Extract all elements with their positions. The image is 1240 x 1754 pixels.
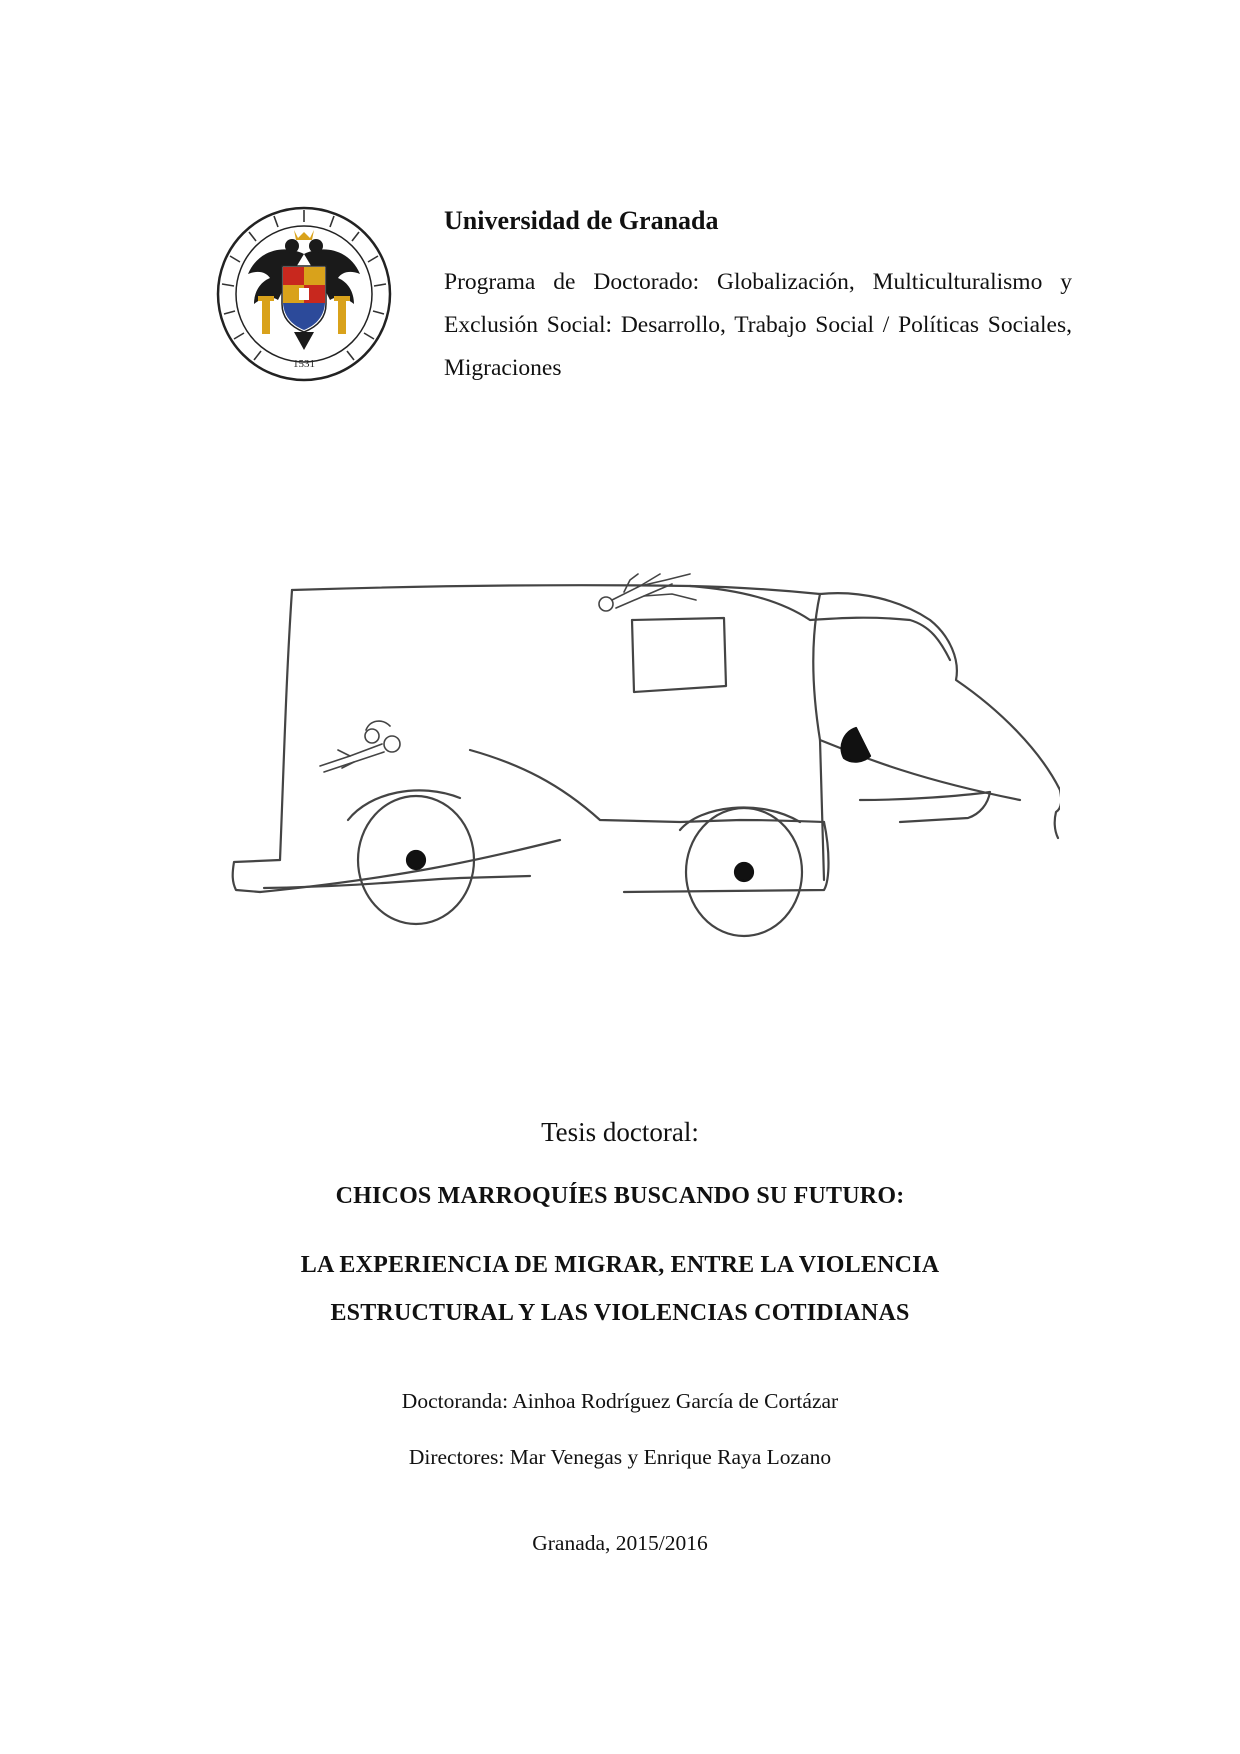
- university-seal-icon: [214, 204, 394, 384]
- author: Doctoranda: Ainhoa Rodríguez García de Cortázar: [401, 1389, 839, 1413]
- university-name: Universidad de Granada: [444, 206, 719, 235]
- place-date: Granada, 2015/2016: [532, 1531, 708, 1555]
- truck-drawing-icon: [220, 560, 1060, 980]
- header-block: [444, 205, 1072, 390]
- thesis-title-line-1: CHICOS MARROQUÍES BUSCANDO SU FUTURO:: [335, 1183, 905, 1209]
- program-name: Programa de Doctorado: Globalización, Multiculturalismo y Exclusión Social: Desarrollo, Trabajo Social / Políticas Sociales, Migraciones: [444, 269, 1072, 381]
- thesis-label: Tesis doctoral:: [541, 1117, 699, 1147]
- seal-year: 1531: [293, 358, 315, 370]
- thesis-block: [0, 1115, 1240, 1557]
- directors: Directores: Mar Venegas y Enrique Raya Lozano: [408, 1445, 832, 1469]
- thesis-title-line-2: LA EXPERIENCIA DE MIGRAR, ENTRE LA VIOLENCIA ESTRUCTURAL Y LAS VIOLENCIAS COTIDIANAS: [300, 1252, 940, 1326]
